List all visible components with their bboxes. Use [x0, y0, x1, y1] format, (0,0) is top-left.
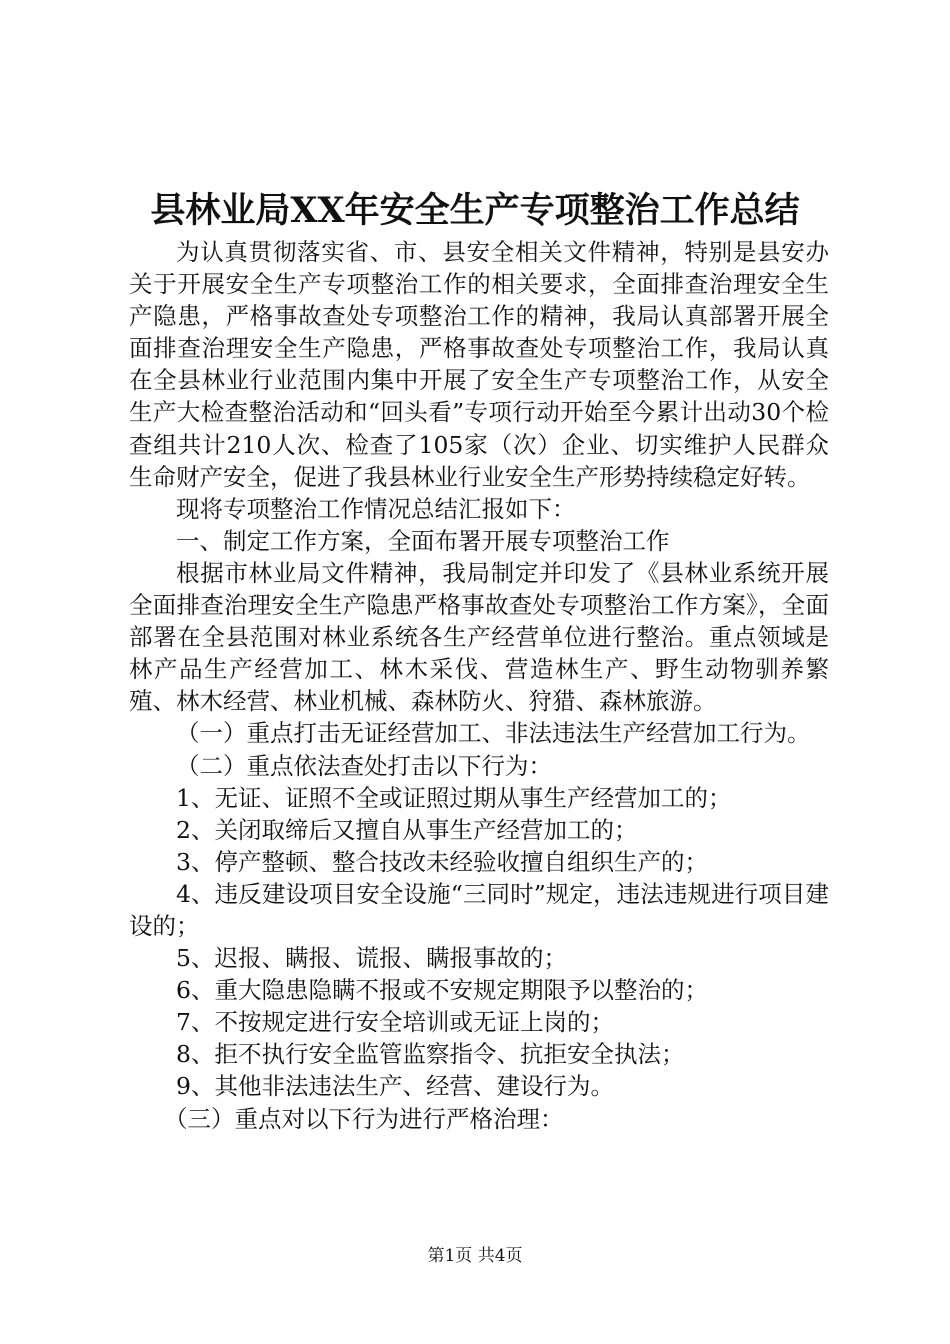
list-item: 4、违反建设项目安全设施“三同时”规定，违法违规进行项目建设的；: [129, 879, 829, 940]
document-title: 县林业局XX年安全生产专项整治工作总结: [150, 190, 800, 231]
section-paragraph: 根据市林业局文件精神，我局制定并印发了《县林业系统开展全面排查治理安全生产隐患严格事故查处专项整治工作方案》，全面部署在全县范围对林业系统各生产经营单位进行整治。重点领域是林产品生产经营加工、林木采伐、营造林生产、野生动物驯养繁殖、林木经营、林业机械、森林防火、狩猎、森林旅游。: [129, 558, 829, 716]
subsection-1: （一）重点打击无证经营加工、非法违法生产经营加工行为。: [176, 719, 811, 748]
list-item: 6、重大隐患隐瞒不报或不安规定期限予以整治的；: [176, 976, 708, 1005]
list-item: 5、迟报、瞒报、谎报、瞒报事故的；: [176, 944, 567, 973]
subsection-3: （三）重点对以下行为进行严格治理：: [164, 1104, 564, 1133]
list-item: 1、无证、证照不全或证照过期从事生产经营加工的；: [176, 783, 732, 812]
subsection-2: （二）重点依法查处打击以下行为：: [176, 751, 552, 780]
list-item: 2、关闭取缔后又擅自从事生产经营加工的；: [176, 815, 638, 844]
intro-paragraph: 为认真贯彻落实省、市、县安全相关文件精神，特别是县安办关于开展安全生产专项整治工作的相关要求，全面排查治理安全生产隐患，严格事故查处专项整治工作的精神，我局认真部署开展全面排查治理安全生产隐患，严格事故查处专项整治工作，我局认真在全县林业行业范围内集中开展了安全生产专项整治工作，从安全生产大检查整治活动和“回头看”专项行动开始至今累计出动30个检查组共计210人次、检查了105家（次）企业、切实维护人民群众生命财产安全，促进了我县林业行业安全生产形势持续稳定好转。: [129, 238, 829, 491]
list-item: 7、不按规定进行安全培训或无证上岗的；: [176, 1008, 614, 1037]
list-item: 9、其他非法违法生产、经营、建设行为。: [176, 1072, 614, 1101]
list-item: 8、拒不执行安全监管监察指令、抗拒安全执法；: [176, 1040, 685, 1069]
summary-intro: 现将专项整治工作情况总结汇报如下：: [176, 494, 576, 523]
list-item: 3、停产整顿、整合技改未经验收擅自组织生产的；: [176, 847, 708, 876]
page-footer: 第1页 共4页: [427, 1246, 523, 1266]
section-heading-1: 一、制定工作方案，全面布署开展专项整治工作: [176, 526, 670, 555]
document-body: [129, 236, 829, 1135]
